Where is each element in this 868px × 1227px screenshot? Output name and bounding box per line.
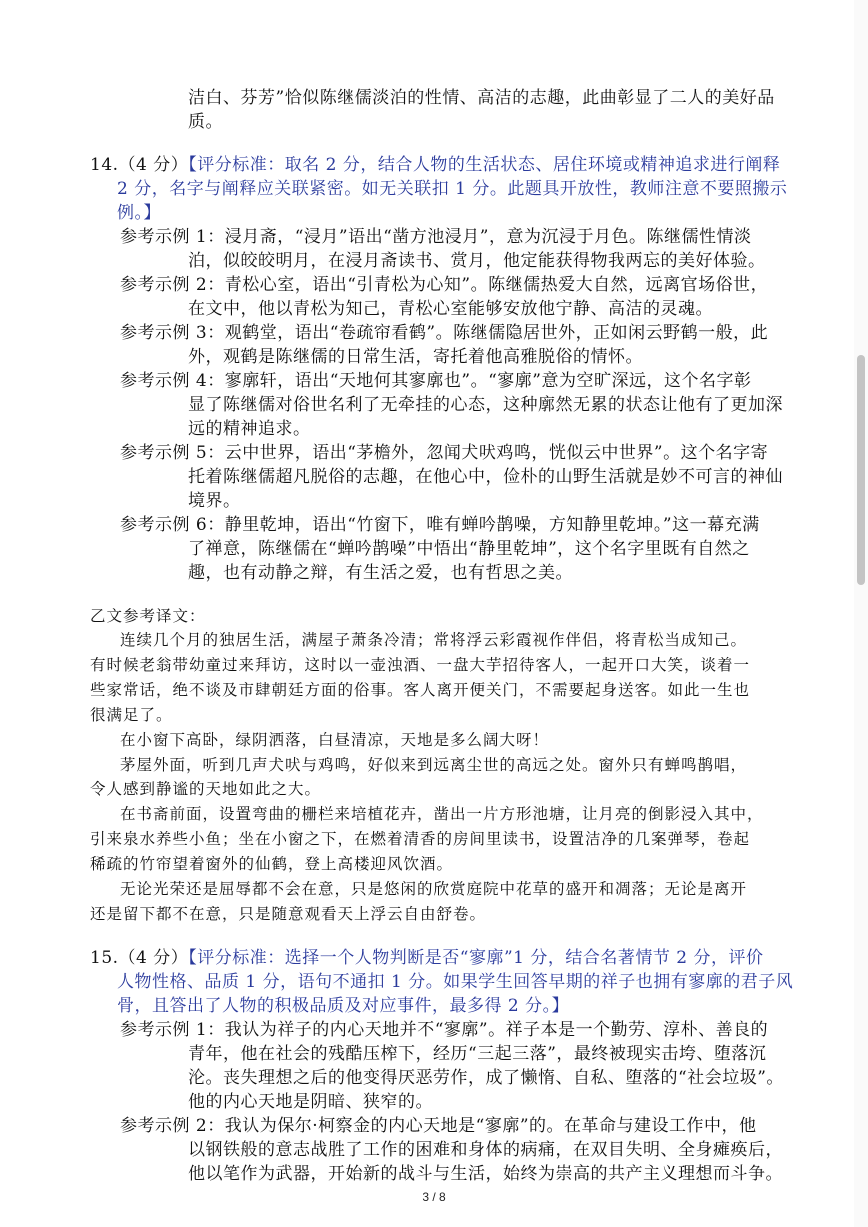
example-first-line	[120, 369, 752, 393]
example-text: 显了陈继儒对俗世名利了无牵挂的心态，这种廓然无累的状态让他有了更加深	[188, 395, 783, 415]
q15-points: （4 分）	[118, 948, 189, 968]
example-text: 他以笔作为武器，开始新的战斗与生活，始终为崇高的共产主义理想而斗争。	[188, 1164, 783, 1184]
example-text: 了禅意，陈继儒在“蝉吟鹊噪”中悟出“静里乾坤”，这个名字里既有自然之	[188, 539, 750, 559]
paragraph-line: 还是留下都不在意，只是随意观看天上浮云自由舒卷。	[90, 905, 487, 923]
paragraph-line: 连续几个月的独居生活，满屋子萧条冷清；常将浮云彩霞视作伴侣，将青松当成知己。	[120, 631, 748, 649]
example-label: 参考示例 2：	[120, 1116, 225, 1136]
q15-criteria-line-1: 【评分标准：选择一个人物判断是否“寥廓”1 分，结合名著情节 2 分，评价	[188, 948, 764, 968]
example-text: 寥廓轩，语出“天地何其寥廓也”。“寥廓”意为空旷深远，这个名字彰	[224, 371, 752, 391]
example-text: 他的内心天地是阴暗、狭窄的。	[188, 1092, 433, 1112]
page-number: 3 / 8	[422, 1190, 446, 1204]
paragraph-line: 些家常话，绝不谈及市肆朝廷方面的俗事。客人离开便关门，不需要起身送客。如此一生也	[90, 681, 751, 699]
example-label: 参考示例 4：	[120, 371, 225, 391]
example-text: 青年，他在社会的残酷压榨下，经历“三起三落”，最终被现实击垮、堕落沉	[188, 1044, 767, 1064]
q14-criteria-line-1: 【评分标准：取名 2 分，结合人物的生活状态、居住环境或精神追求进行阐释	[188, 155, 781, 175]
example-text: 远的精神追求。	[188, 419, 311, 439]
example-text: 静里乾坤，语出“竹窗下，唯有蝉吟鹊噪，方知静里乾坤。”这一幕充满	[224, 515, 760, 535]
paragraph-line: 在小窗下高卧，绿阴洒落，白昼清凉，天地是多么阔大呀！	[120, 731, 550, 749]
example-text: 趣，也有动静之辩，有生活之爱，也有哲思之美。	[188, 563, 573, 583]
example-first-line	[120, 225, 752, 249]
q14-criteria-line-2: 2 分，名字与阐释应关联紧密。如无关联扣 1 分。此题具开放性，教师注意不要照搬示	[117, 179, 788, 199]
example-label: 参考示例 1：	[120, 227, 225, 247]
example-text: 托着陈继儒超凡脱俗的志趣，在他心中，俭朴的山野生活就是妙不可言的神仙	[188, 467, 783, 487]
q14-points: （4 分）	[118, 155, 189, 175]
example-label: 参考示例 6：	[120, 515, 225, 535]
translation-heading: 乙文参考译文：	[90, 607, 206, 625]
example-first-line	[120, 1018, 768, 1042]
q13-continuation-line-2: 质。	[188, 112, 223, 132]
paragraph-line: 很满足了。	[90, 706, 173, 724]
example-first-line	[120, 513, 760, 537]
example-text: 我认为祥子的内心天地并不“寥廓”。祥子本是一个勤劳、淳朴、善良的	[224, 1020, 769, 1040]
paragraph-line: 无论光荣还是屈辱都不会在意，只是悠闲的欣赏庭院中花草的盛开和凋落；无论是离开	[120, 880, 748, 898]
paragraph-line: 有时候老翁带幼童过来拜访，这时以一壶浊酒、一盘大芋招待客人，一起开口大笑，谈着一	[90, 656, 751, 674]
example-text: 以钢铁般的意志战胜了工作的困难和身体的病痛，在双目失明、全身瘫痪后，	[188, 1140, 783, 1160]
vertical-scrollbar[interactable]	[854, 0, 868, 1227]
paragraph-line: 茅屋外面，听到几声犬吠与鸡鸣，好似来到远离尘世的高远之处。窗外只有蝉鸣鹊唱，	[120, 756, 748, 774]
example-first-line	[120, 441, 768, 465]
example-text: 云中世界，语出“茅檐外，忽闻犬吠鸡鸣，恍似云中世界”。这个名字寄	[224, 443, 769, 463]
paragraph-line: 在书斋前面，设置弯曲的栅栏来培植花卉，凿出一片方形池塘，让月亮的倒影浸入其中，	[120, 805, 764, 823]
example-text: 外，观鹤是陈继儒的日常生活，寄托着他高雅脱俗的情怀。	[188, 347, 643, 367]
example-label: 参考示例 3：	[120, 323, 225, 343]
q15-number: 15.	[90, 948, 119, 968]
example-text: 浸月斋，“浸月”语出“凿方池浸月”，意为沉浸于月色。陈继儒性情淡	[224, 227, 752, 247]
example-first-line	[120, 321, 768, 345]
q15-criteria-line-3: 骨，且答出了人物的积极品质及对应事件，最多得 2 分。】	[117, 996, 570, 1016]
q15-header-line	[90, 946, 764, 970]
example-text: 在文中，他以青松为知己，青松心室能够安放他宁静、高洁的灵魂。	[188, 299, 713, 319]
example-text: 青松心室，语出“引青松为心知”。陈继儒热爱大自然，远离官场俗世，	[224, 275, 769, 295]
example-text: 境界。	[188, 491, 241, 511]
example-label: 参考示例 2：	[120, 275, 225, 295]
q14-criteria-line-3: 例。】	[117, 203, 161, 223]
q14-number: 14.	[90, 155, 119, 175]
paragraph-line: 令人感到静谧的天地如此之大。	[90, 780, 322, 798]
paragraph-line: 引来泉水养些小鱼；坐在小窗之下，在燃着清香的房间里读书，设置洁净的几案弹琴，卷起	[90, 830, 751, 848]
example-first-line	[120, 273, 768, 297]
q13-continuation-line-1: 洁白、芬芳”恰似陈继儒淡泊的性情、高洁的志趣，此曲彰显了二人的美好品	[188, 88, 775, 108]
example-label: 参考示例 5：	[120, 443, 225, 463]
q15-criteria-line-2: 人物性格、品质 1 分，语句不通扣 1 分。如果学生回答早期的祥子也拥有寥廓的君子风	[117, 972, 794, 992]
example-text: 我认为保尔·柯察金的内心天地是“寥廓”的。在革命与建设工作中，他	[224, 1116, 757, 1136]
example-first-line	[120, 1114, 757, 1138]
paragraph-line: 稀疏的竹帘望着窗外的仙鹤，登上高楼迎风饮酒。	[90, 855, 454, 873]
example-text: 观鹤堂，语出“卷疏帘看鹤”。陈继儒隐居世外，正如闲云野鹤一般，此	[224, 323, 769, 343]
scrollbar-thumb[interactable]	[857, 355, 865, 585]
example-text: 泊，似皎皎明月，在浸月斋读书、赏月，他定能获得物我两忘的美好体验。	[188, 251, 766, 271]
example-text: 沦。丧失理想之后的他变得厌恶劳作，成了懒惰、自私、堕落的“社会垃圾”。	[188, 1068, 784, 1088]
q14-header-line	[90, 153, 780, 177]
example-label: 参考示例 1：	[120, 1020, 225, 1040]
